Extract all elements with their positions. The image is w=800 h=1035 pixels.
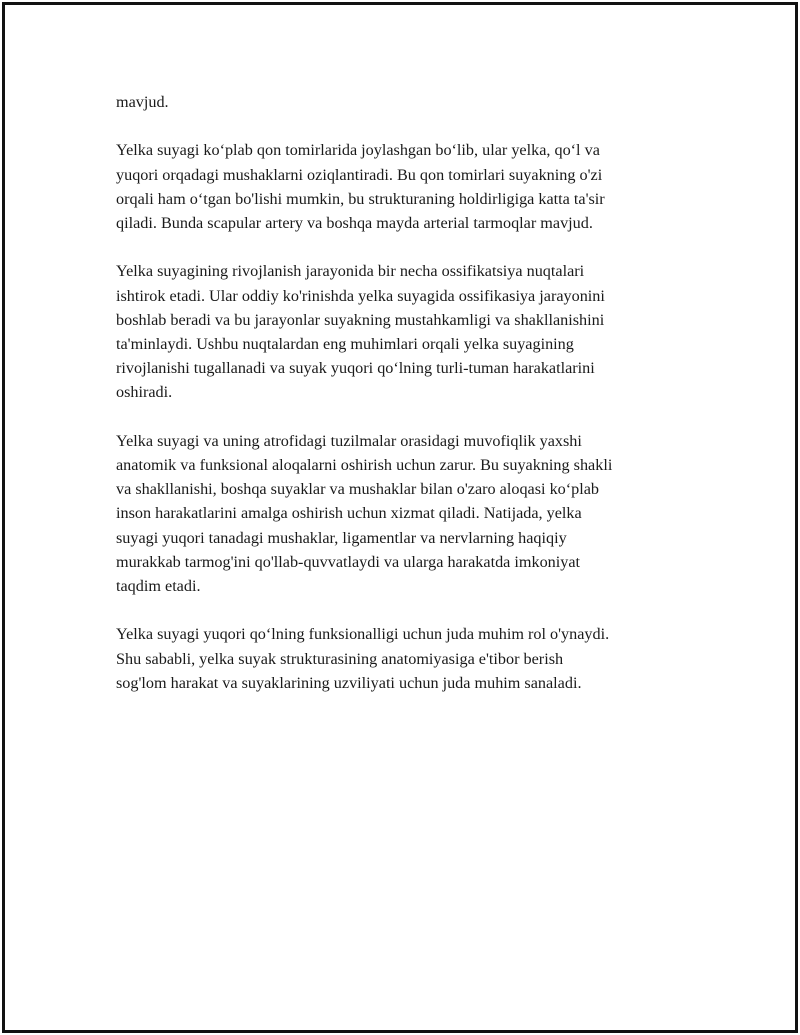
text-line: boshlab beradi va bu jarayonlar suyakning mustahkamligi va shakllanishini	[116, 310, 605, 329]
text-line: Shu sababli, yelka suyak strukturasining anatomiyasiga e'tibor berish	[116, 649, 564, 668]
text-line: mavjud.	[116, 93, 169, 111]
text-line: taqdim etadi.	[116, 577, 201, 596]
text-line: va shakllanishi, boshqa suyaklar va mushaklar bilan o'zaro aloqasi koʻplab	[116, 480, 600, 499]
text-line: sog'lom harakat va suyaklarining uzviliyati uchun juda muhim sanaladi.	[116, 673, 582, 692]
text-line: suyagi yuqori tanadagi mushaklar, ligamentlar va nervlarning haqiqiy	[116, 528, 567, 547]
text-line: Yelka suyagi koʻplab qon tomirlarida joylashgan boʻlib, ular yelka, qoʻl va	[116, 141, 600, 160]
paragraph-development	[116, 259, 716, 404]
text-line: Yelka suyagi yuqori qoʻlning funksionalligi uchun juda muhim rol o'ynaydi.	[116, 625, 610, 644]
text-line: oshiradi.	[116, 383, 173, 402]
paragraph-blood-supply	[116, 138, 716, 235]
document-body	[116, 90, 716, 719]
text-line: rivojlanishi tugallanadi va suyak yuqori qoʻlning turli-tuman harakatlarini	[116, 359, 595, 378]
text-line: yuqori orqadagi mushaklarni oziqlantiradi. Bu qon tomirlari suyakning o'zi	[116, 165, 603, 184]
paragraph-continuation	[116, 90, 716, 114]
text-line: murakkab tarmog'ini qo'llab-quvvatlaydi va ularga harakatda imkoniyat	[116, 552, 581, 571]
text-line: ta'minlaydi. Ushbu nuqtalardan eng muhimlari orqali yelka suyagining	[116, 335, 574, 353]
text-line: qiladi. Bunda scapular artery va boshqa mayda arterial tarmoqlar mavjud.	[116, 214, 593, 232]
text-line: Yelka suyagining rivojlanish jarayonida bir necha ossifikatsiya nuqtalari	[116, 262, 585, 281]
paragraph-conclusion	[116, 622, 716, 695]
text-line: ishtirok etadi. Ular oddiy ko'rinishda yelka suyagida ossifikasiya jarayonini	[116, 286, 605, 305]
text-line: anatomik va funksional aloqalarni oshirish uchun zarur. Bu suyakning shakli	[116, 456, 613, 474]
paragraph-structures	[116, 429, 716, 598]
text-line: inson harakatlarini amalga oshirish uchun xizmat qiladi. Natijada, yelka	[116, 504, 582, 523]
text-line: orqali ham oʻtgan bo'lishi mumkin, bu strukturaning holdirligiga katta ta'sir	[116, 189, 605, 208]
text-line: Yelka suyagi va uning atrofidagi tuzilmalar orasidagi muvofiqlik yaxshi	[116, 431, 582, 450]
